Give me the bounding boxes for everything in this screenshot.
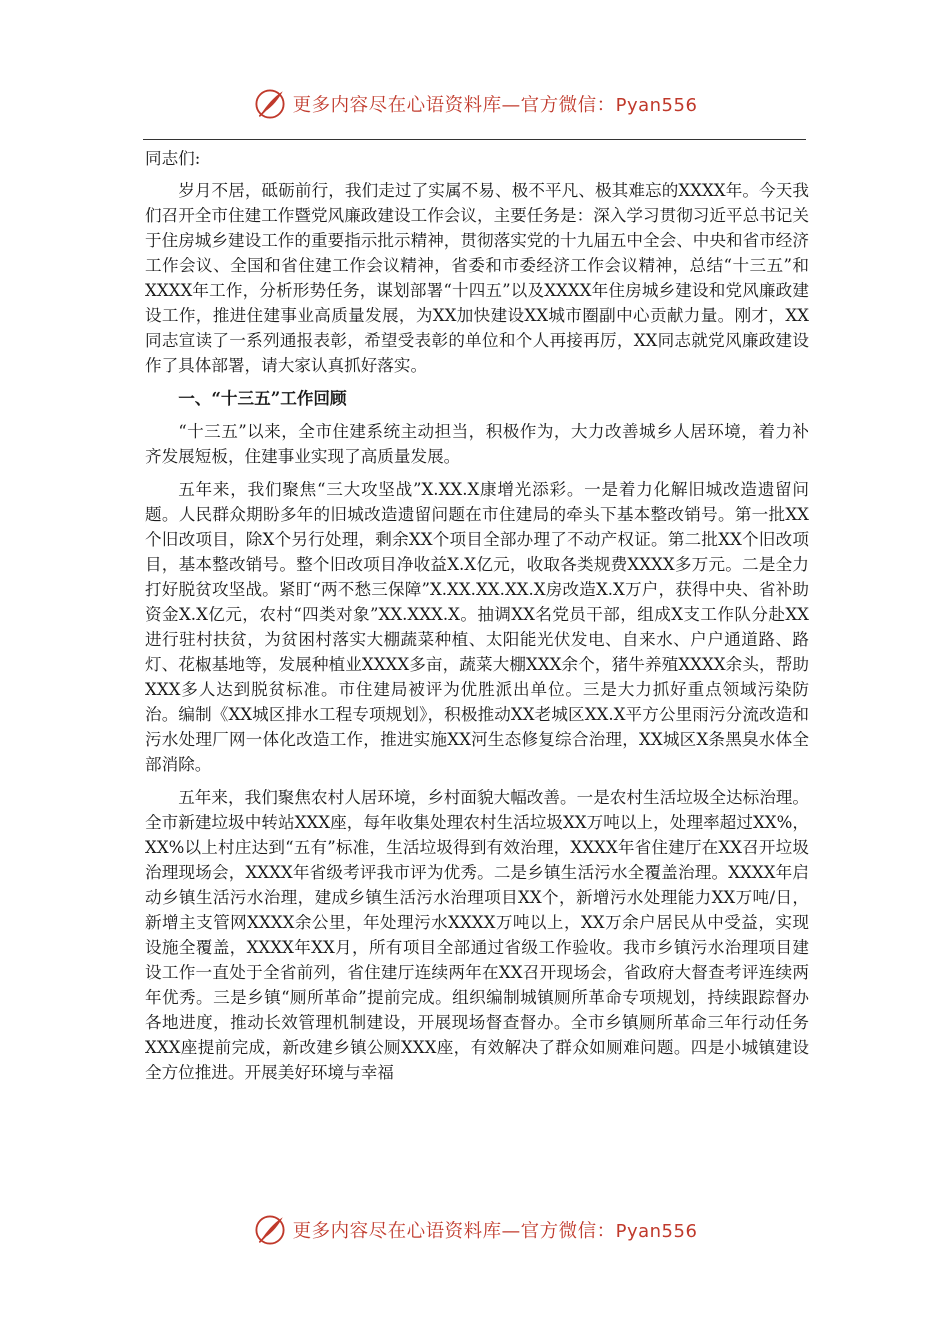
greeting: 同志们: <box>145 149 201 168</box>
quill-logo-icon <box>253 87 287 121</box>
banner-label: 更多内容尽在心语资料库—官方微信： <box>292 95 616 116</box>
footer-banner <box>0 1210 950 1250</box>
banner-text <box>293 91 698 117</box>
banner-text <box>293 1217 698 1243</box>
header-banner <box>0 84 950 124</box>
quill-logo-icon <box>253 1213 287 1247</box>
paragraph-three-battles: 五年来，我们聚焦“三大攻坚战”X.XX.X康增光添彩。一是着力化解旧城改造遗留问题。人民群众期盼多年的旧城改造遗留问题在市住建局的牵头下基本整改销号。第一批XX个旧改项目，除X个另行处理，剩余XX个项目全部办理了不动产权证。第二批XX个旧改项目，基本整改销号。整个旧改项目净收益X.X亿元，收取各类规费XXXX多万元。二是全力打好脱贫攻坚战。紧盯“两不愁三保障”X.XX.XX.XX.X房改造X.X万户，获得中央、省补助资金X.X亿元，农村“四类对象”XX.XXX.X。抽调XX名党员干部，组成X支工作队分赴XX进行驻村扶贫，为贫困村落实大棚蔬菜种植、太阳能光伏发电、自来水、户户通道路、路灯、花椒基地等，发展种植业XXXX多亩，蔬菜大棚XXX余个，猪牛养殖XXXX余头，帮助XXX多人达到脱贫标准。市住建局被评为优胜派出单位。三是大力抓好重点领域污染防治。编制《XX城区排水工程专项规划》，积极推动XX老城区XX.X平方公里雨污分流改造和污水处理厂网一体化改造工作，推进实施XX河生态修复综合治理，XX城区X条黑臭水体全部消除。 <box>145 480 809 774</box>
banner-wechat-id: Pyan556 <box>615 95 698 116</box>
paragraph-intro: 岁月不居，砥砺前行，我们走过了实属不易、极不平凡、极其难忘的XXXX年。今天我们召开全市住建工作暨党风廉政建设工作会议，主要任务是：深入学习贯彻习近平总书记关于住房城乡建设工作的重要指示批示精神，贯彻落实党的十九届五中全会、中央和省市经济工作会议、全国和省住建工作会议精神，省委和市委经济工作会议精神，总结“十三五”和XXXX年工作，分析形势任务，谋划部署“十四五”以及XXXX年住房城乡建设和党风廉政建设工作，推进住建事业高质量发展，为XX加快建设XX城市圈副中心贡献力量。刚才，XX同志宣读了一系列通报表彰，希望受表彰的单位和个人再接再厉，XX同志就党风廉政建设作了具体部署，请大家认真抓好落实。 <box>145 181 809 375</box>
banner-label: 更多内容尽在心语资料库—官方微信： <box>292 1221 616 1242</box>
header-divider <box>143 139 806 140</box>
banner-wechat-id: Pyan556 <box>615 1221 698 1242</box>
section-heading: 一、“十三五”工作回顾 <box>178 388 347 408</box>
paragraph-overview: “十三五”以来，全市住建系统主动担当，积极作为，大力改善城乡人居环境，着力补齐发展短板，住建事业实现了高质量发展。 <box>145 422 809 466</box>
paragraph-rural-environment: 五年来，我们聚焦农村人居环境，乡村面貌大幅改善。一是农村生活垃圾全达标治理。全市新建垃圾中转站XXX座，每年收集处理农村生活垃圾XX万吨以上，处理率超过XX%，XX%以上村庄达到“五有”标准，生活垃圾得到有效治理，XXXX年省住建厅在XX召开垃圾治理现场会，XXXX年省级考评我市评为优秀。二是乡镇生活污水全覆盖治理。XXXX年启动乡镇生活污水治理，建成乡镇生活污水治理项目XX个，新增污水处理能力XX万吨/日，新增主支管网XXXX余公里，年处理污水XXXX万吨以上，XX万余户居民从中受益，实现设施全覆盖，XXXX年XX月，所有项目全部通过省级工作验收。我市乡镇污水治理项目建设工作一直处于全省前列，省住建厅连续两年在XX召开现场会，省政府大督查考评连续两年优秀。三是乡镇“厕所革命”提前完成。组织编制城镇厕所革命专项规划，持续跟踪督办各地进度，推动长效管理机制建设，开展现场督查督办。全市乡镇厕所革命三年行动任务XXX座提前完成，新改建乡镇公厕XXX座，有效解决了群众如厕难问题。四是小城镇建设全方位推进。开展美好环境与幸福 <box>145 788 809 1082</box>
document-body <box>145 146 809 1085</box>
